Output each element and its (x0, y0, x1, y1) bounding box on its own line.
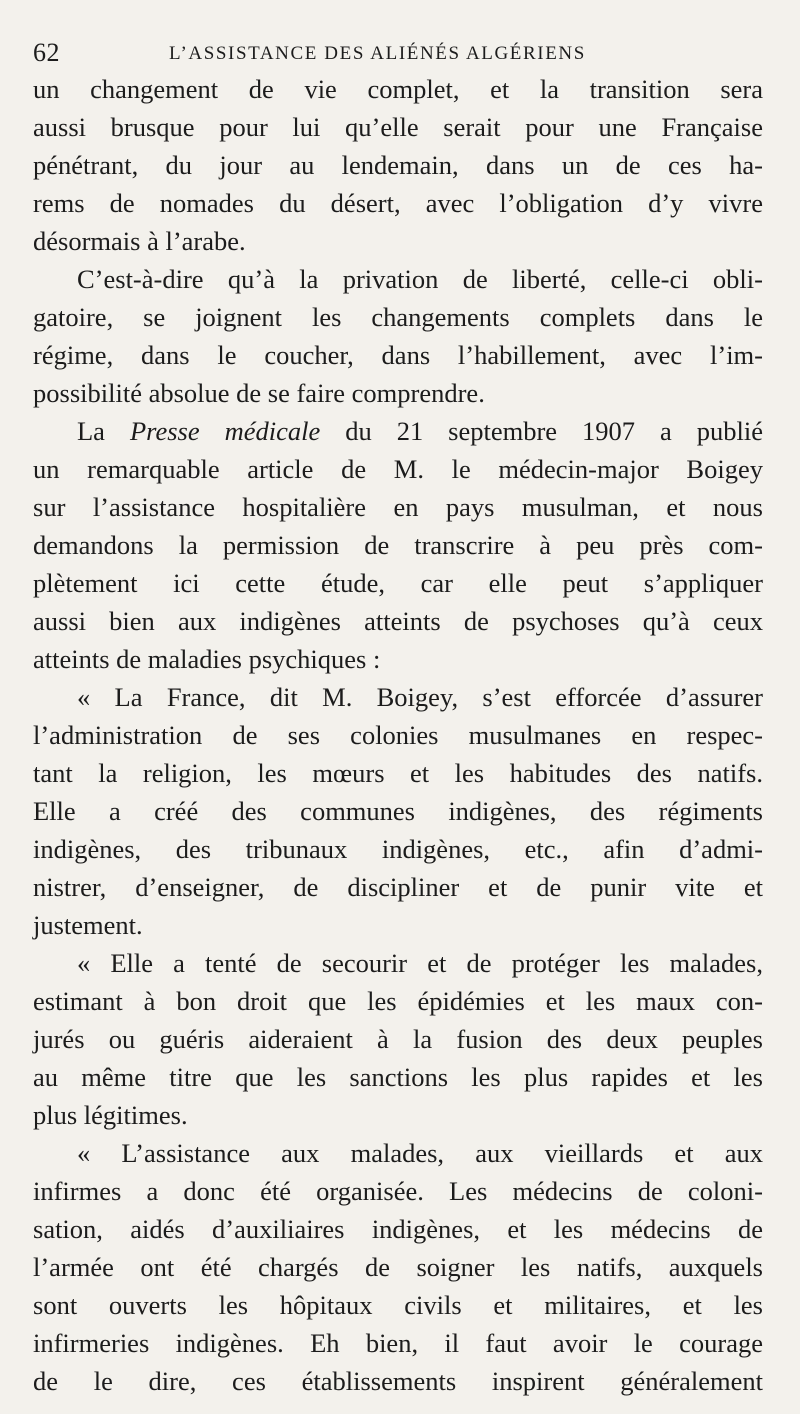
text-line: nistrer, d’enseigner, de discipliner et de punir vite et (33, 872, 763, 902)
text-line: rems de nomades du désert, avec l’obligation d’y vivre (33, 188, 763, 218)
paragraph-first-line: C’est-à-dire qu’à la privation de liberté, celle-ci obli- (77, 264, 763, 294)
line-text: du 21 septembre 1907 a publié (320, 416, 763, 446)
text-line: sont ouverts les hôpitaux civils et militaires, et les (33, 1290, 763, 1320)
text-line: sur l’assistance hospitalière en pays musulman, et nous (33, 492, 763, 522)
text-line: gatoire, se joignent les changements complets dans le (33, 302, 763, 332)
text-line: tant la religion, les mœurs et les habitudes des natifs. (33, 758, 763, 788)
text-line: de le dire, ces établissements inspirent généralement (33, 1366, 763, 1396)
text-line: l’administration de ses colonies musulmanes en respec- (33, 720, 763, 750)
text-line: un changement de vie complet, et la transition sera (33, 74, 763, 104)
text-line: au même titre que les sanctions les plus rapides et les (33, 1062, 763, 1092)
paragraph-first-line: « L’assistance aux malades, aux vieillards et aux (77, 1138, 763, 1168)
text-line: estimant à bon droit que les épidémies et les maux con- (33, 986, 763, 1016)
paragraph-first-line: « Elle a tenté de secourir et de protéger les malades, (77, 948, 763, 978)
paragraph-end-line: atteints de maladies psychiques : (33, 644, 381, 674)
text-line: indigènes, des tribunaux indigènes, etc., afin d’admi- (33, 834, 763, 864)
text-line: sation, aidés d’auxiliaires indigènes, et les médecins de (33, 1214, 763, 1244)
text-line: plètement ici cette étude, car elle peut s’appliquer (33, 568, 763, 598)
text-line: pénétrant, du jour au lendemain, dans un de ces ha- (33, 150, 763, 180)
running-head (33, 38, 768, 70)
text-line: demandons la permission de transcrire à peu près com- (33, 530, 763, 560)
text-line: un remarquable article de M. le médecin-major Boigey (33, 454, 763, 484)
page-number: 62 (33, 38, 60, 67)
line-text: La (77, 416, 130, 446)
paragraph-end-line: possibilité absolue de se faire comprendre. (33, 378, 485, 408)
text-line: aussi brusque pour lui qu’elle serait pour une Française (33, 112, 763, 142)
text-line: aussi bien aux indigènes atteints de psychoses qu’à ceux (33, 606, 763, 636)
paragraph-first-line (77, 412, 763, 450)
journal-title: Presse médicale (129, 416, 321, 446)
paragraph-end-line: désormais à l’arabe. (33, 226, 246, 256)
text-line: infirmeries indigènes. Eh bien, il faut avoir le courage (33, 1328, 763, 1358)
paragraph-first-line: « La France, dit M. Boigey, s’est efforcée d’assurer (77, 682, 763, 712)
paragraph-end-line: justement. (33, 910, 143, 940)
text-line: régime, dans le coucher, dans l’habillement, avec l’im- (33, 340, 763, 370)
paragraph-end-line: plus légitimes. (33, 1100, 188, 1130)
running-title: L’ASSISTANCE DES ALIÉNÉS ALGÉRIENS (169, 43, 586, 64)
text-line: jurés ou guéris aideraient à la fusion des deux peuples (33, 1024, 763, 1054)
text-line: l’armée ont été chargés de soigner les natifs, auxquels (33, 1252, 763, 1282)
text-line: Elle a créé des communes indigènes, des régiments (33, 796, 763, 826)
text-line: infirmes a donc été organisée. Les médecins de coloni- (33, 1176, 763, 1206)
